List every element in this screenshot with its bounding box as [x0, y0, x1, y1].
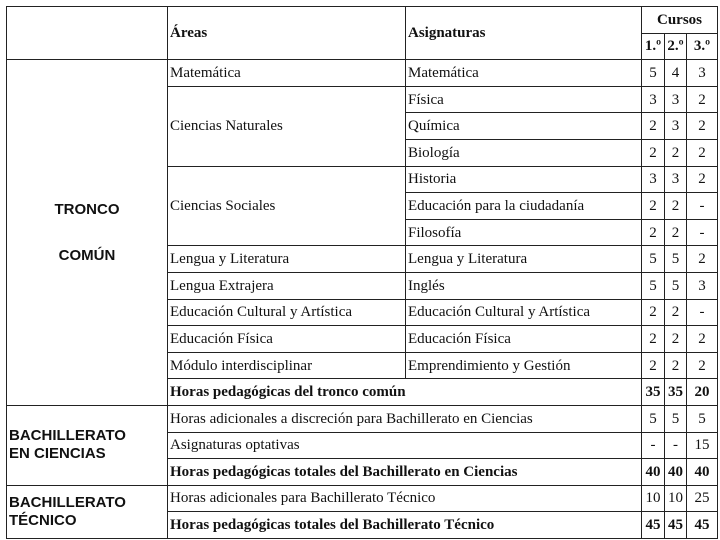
- area-cell: Educación Cultural y Artística: [168, 299, 406, 326]
- hours-cell: -: [687, 299, 718, 326]
- hours-cell: 3: [665, 113, 687, 140]
- hours-cell: 2: [642, 193, 665, 220]
- hours-cell: 2: [642, 219, 665, 246]
- total-hours-cell: 35: [665, 379, 687, 406]
- subject-cell: Matemática: [406, 60, 642, 87]
- area-cell: Ciencias Sociales: [168, 166, 406, 246]
- section-label: TRONCO: [54, 200, 120, 218]
- hours-cell: 5: [642, 246, 665, 273]
- extra-label: Asignaturas optativas: [168, 432, 642, 459]
- hours-cell: 3: [665, 86, 687, 113]
- section-label: BACHILLERATO: [9, 493, 126, 511]
- hours-cell: 3: [687, 272, 718, 299]
- extra-label: Horas adicionales para Bachillerato Técnico: [168, 485, 642, 512]
- area-cell: Módulo interdisciplinar: [168, 352, 406, 379]
- hours-cell: 2: [642, 139, 665, 166]
- hours-cell: 2: [687, 139, 718, 166]
- subject-cell: Filosofía: [406, 219, 642, 246]
- total-hours-cell: 45: [642, 512, 665, 539]
- total-hours-cell: 40: [642, 459, 665, 486]
- subject-cell: Historia: [406, 166, 642, 193]
- section-tronco-comun: [7, 60, 168, 406]
- hours-cell: 2: [665, 299, 687, 326]
- extra-label: Horas adicionales a discreción para Bachillerato en Ciencias: [168, 405, 642, 432]
- header-curso-1: 1.º: [642, 33, 665, 60]
- hours-cell: 5: [665, 272, 687, 299]
- section-label: COMÚN: [58, 246, 116, 264]
- hours-cell: 2: [687, 352, 718, 379]
- total-hours-cell: 45: [687, 512, 718, 539]
- hours-cell: -: [665, 432, 687, 459]
- area-cell: Lengua y Literatura: [168, 246, 406, 273]
- hours-cell: 10: [642, 485, 665, 512]
- header-corner: [7, 7, 168, 60]
- hours-cell: 2: [687, 86, 718, 113]
- subject-cell: Física: [406, 86, 642, 113]
- header-areas: Áreas: [168, 7, 406, 60]
- curriculum-table: [6, 6, 718, 539]
- total-label: Horas pedagógicas totales del Bachillerato Técnico: [168, 512, 642, 539]
- total-hours-cell: 35: [642, 379, 665, 406]
- hours-cell: 5: [665, 405, 687, 432]
- total-label: Horas pedagógicas totales del Bachillerato en Ciencias: [168, 459, 642, 486]
- subject-cell: Química: [406, 113, 642, 140]
- section-bachillerato-tecnico: [7, 485, 168, 538]
- hours-cell: 5: [642, 405, 665, 432]
- subject-cell: Educación para la ciudadanía: [406, 193, 642, 220]
- hours-cell: -: [642, 432, 665, 459]
- hours-cell: 5: [665, 246, 687, 273]
- hours-cell: 3: [642, 86, 665, 113]
- subject-cell: Lengua y Literatura: [406, 246, 642, 273]
- total-label: Horas pedagógicas del tronco común: [168, 379, 642, 406]
- area-cell: Educación Física: [168, 326, 406, 353]
- hours-cell: 2: [665, 326, 687, 353]
- hours-cell: 2: [687, 113, 718, 140]
- section-label: EN CIENCIAS: [9, 445, 106, 463]
- hours-cell: 2: [642, 299, 665, 326]
- hours-cell: 3: [642, 166, 665, 193]
- hours-cell: 2: [687, 326, 718, 353]
- section-label: BACHILLERATO: [9, 427, 126, 445]
- hours-cell: 5: [642, 60, 665, 87]
- hours-cell: 2: [642, 352, 665, 379]
- hours-cell: 5: [642, 272, 665, 299]
- hours-cell: 15: [687, 432, 718, 459]
- area-cell: Ciencias Naturales: [168, 86, 406, 166]
- hours-cell: 5: [687, 405, 718, 432]
- hours-cell: 3: [687, 60, 718, 87]
- header-cursos: Cursos: [642, 7, 718, 34]
- hours-cell: 25: [687, 485, 718, 512]
- total-hours-cell: 45: [665, 512, 687, 539]
- header-asignaturas: Asignaturas: [406, 7, 642, 60]
- hours-cell: 2: [687, 166, 718, 193]
- table-row: [7, 60, 718, 87]
- subject-cell: Inglés: [406, 272, 642, 299]
- total-hours-cell: 40: [665, 459, 687, 486]
- section-label: TÉCNICO: [9, 511, 77, 529]
- hours-cell: 2: [665, 219, 687, 246]
- subject-cell: Biología: [406, 139, 642, 166]
- hours-cell: 2: [642, 113, 665, 140]
- subject-cell: Educación Física: [406, 326, 642, 353]
- total-hours-cell: 20: [687, 379, 718, 406]
- hours-cell: 2: [665, 193, 687, 220]
- hours-cell: 2: [665, 352, 687, 379]
- hours-cell: 4: [665, 60, 687, 87]
- subject-cell: Educación Cultural y Artística: [406, 299, 642, 326]
- subject-cell: Emprendimiento y Gestión: [406, 352, 642, 379]
- header-row-top: [7, 7, 718, 34]
- hours-cell: 10: [665, 485, 687, 512]
- hours-cell: 3: [665, 166, 687, 193]
- area-cell: Matemática: [168, 60, 406, 87]
- table-row: [7, 405, 718, 432]
- hours-cell: -: [687, 193, 718, 220]
- table-row: [7, 485, 718, 512]
- hours-cell: 2: [665, 139, 687, 166]
- total-hours-cell: 40: [687, 459, 718, 486]
- hours-cell: -: [687, 219, 718, 246]
- hours-cell: 2: [687, 246, 718, 273]
- header-curso-2: 2.º: [665, 33, 687, 60]
- section-bachillerato-ciencias: [7, 405, 168, 485]
- area-cell: Lengua Extrajera: [168, 272, 406, 299]
- header-curso-3: 3.º: [687, 33, 718, 60]
- hours-cell: 2: [642, 326, 665, 353]
